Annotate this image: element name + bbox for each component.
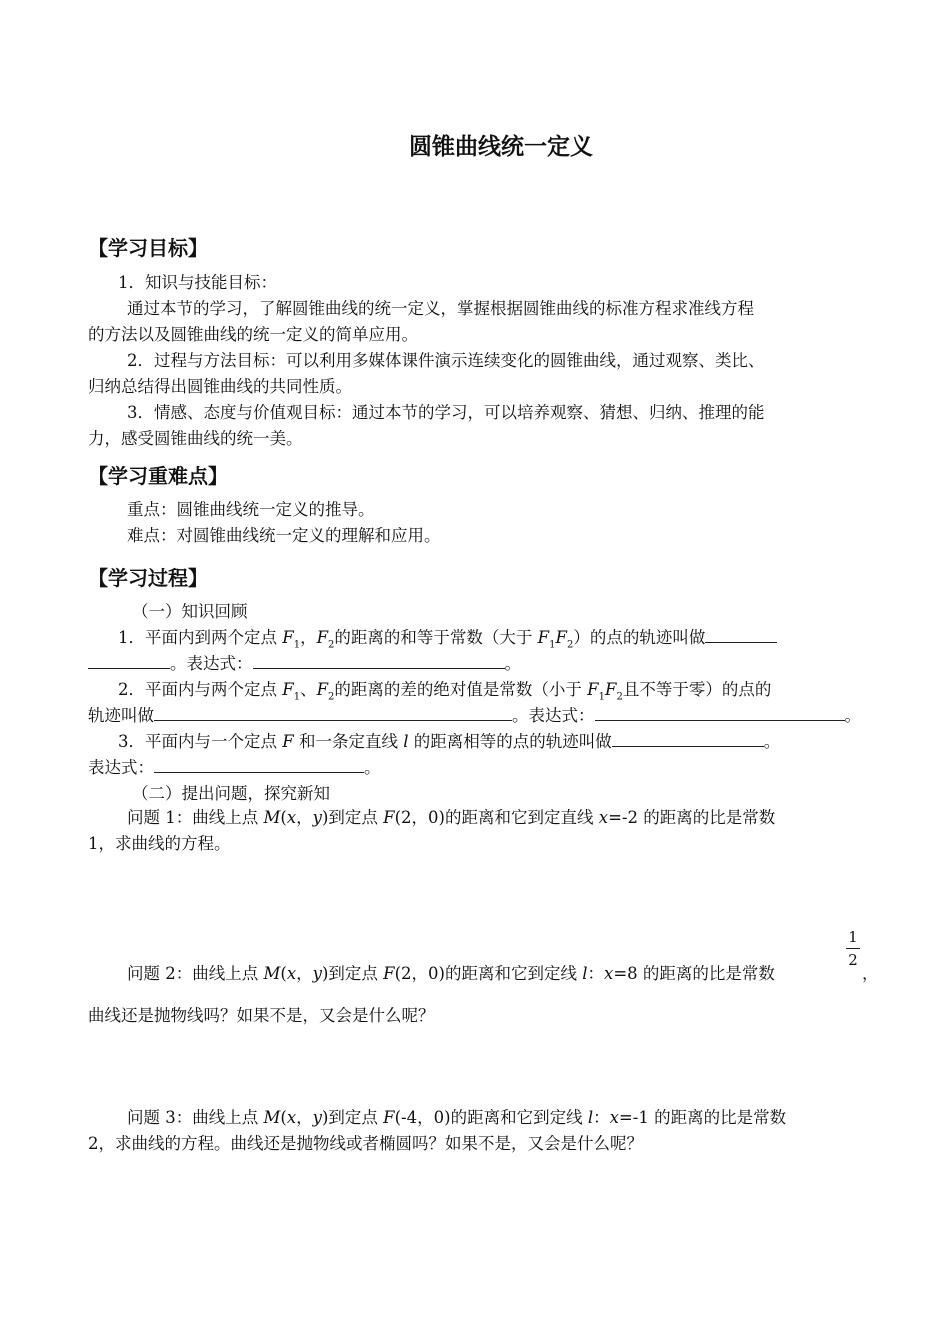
goal-2-line-1: 2．过程与方法目标：可以利用多媒体课件演示连续变化的圆锥曲线，通过观察、类比、	[127, 351, 765, 370]
key-point: 重点：圆锥曲线统一定义的推导。	[127, 500, 375, 519]
section-heading-keypoints: 【学习重难点】	[88, 464, 228, 488]
problem-2-cont: 曲线还是抛物线吗？如果不是，又会是什么呢？	[88, 1006, 435, 1025]
review-question-2: 2．平面内与两个定点 $F_1$、$F_2$的距离的差的绝对值是常数（小于 $F_1F_2$且不等于零）的点的	[118, 680, 772, 703]
goal-3-line-2: 力，感受圆锥曲线的统一美。	[88, 429, 303, 448]
expression-blank-1[interactable]	[253, 654, 505, 669]
review-heading: （一）知识回顾	[132, 602, 248, 621]
goal-2-line-2: 归纳总结得出圆锥曲线的共同性质。	[88, 377, 352, 396]
answer-blank-3[interactable]	[612, 732, 764, 747]
problem-1-cont: 1，求曲线的方程。	[88, 834, 231, 853]
review-question-2-cont: 轨迹叫做 。表达式： 。	[88, 706, 861, 725]
expression-blank-2[interactable]	[595, 706, 845, 721]
problem-2-comma: ，	[862, 964, 879, 983]
explore-heading: （二）提出问题，探究新知	[132, 784, 330, 803]
page-title: 圆锥曲线统一定义	[409, 134, 593, 160]
review-question-1-cont: 。表达式： 。	[88, 651, 521, 677]
fraction-one-half	[846, 928, 860, 969]
goal-1-heading: 1．知识与技能目标：	[118, 273, 277, 292]
problem-2: 问题 2：曲线上点 M(x，y)到定点 F(2，0)的距离和它到定线 l：x=8 的距离的比是常数	[127, 964, 775, 983]
goal-3-line-1: 3．情感、态度与价值观目标：通过本节的学习，可以培养观察、猜想、归纳、推理的能	[127, 403, 765, 422]
section-heading-goals: 【学习目标】	[88, 236, 208, 260]
problem-3-cont: 2，求曲线的方程。曲线还是抛物线或者椭圆吗？如果不是，又会是什么呢？	[88, 1134, 643, 1153]
review-question-3: 3．平面内与一个定点 F 和一条定直线 l 的距离相等的点的轨迹叫做 。	[118, 732, 781, 751]
goal-1-line-1: 通过本节的学习，了解圆锥曲线的统一定义，掌握根据圆锥曲线的标准方程求准线方程	[127, 299, 754, 318]
goal-1-line-2: 的方法以及圆锥曲线的统一定义的简单应用。	[88, 325, 418, 344]
problem-1: 问题 1：曲线上点 M(x，y)到定点 F(2，0)的距离和它到定直线 x=-2 的距离的比是常数	[127, 808, 776, 827]
review-question-3-cont: 表达式： 。	[88, 758, 381, 777]
review-question-1: 1．平面内到两个定点 $F_1$，$F_2$的距离的和等于常数（大于 $F_1F_2$）的点的轨迹叫做	[118, 625, 777, 658]
answer-blank-2[interactable]	[154, 706, 512, 721]
fraction-bar	[846, 948, 860, 949]
hard-point: 难点：对圆锥曲线统一定义的理解和应用。	[127, 526, 441, 545]
fraction-denominator: 2	[848, 951, 858, 969]
problem-3: 问题 3：曲线上点 M(x，y)到定点 F(-4，0)的距离和它到定线 l：x=-1 的距离的比是常数	[127, 1108, 787, 1127]
section-heading-process: 【学习过程】	[88, 566, 208, 590]
fraction-numerator: 1	[848, 928, 858, 946]
expression-blank-3[interactable]	[154, 758, 364, 773]
answer-blank-1a[interactable]	[705, 628, 777, 643]
answer-blank-1b[interactable]	[88, 654, 170, 669]
